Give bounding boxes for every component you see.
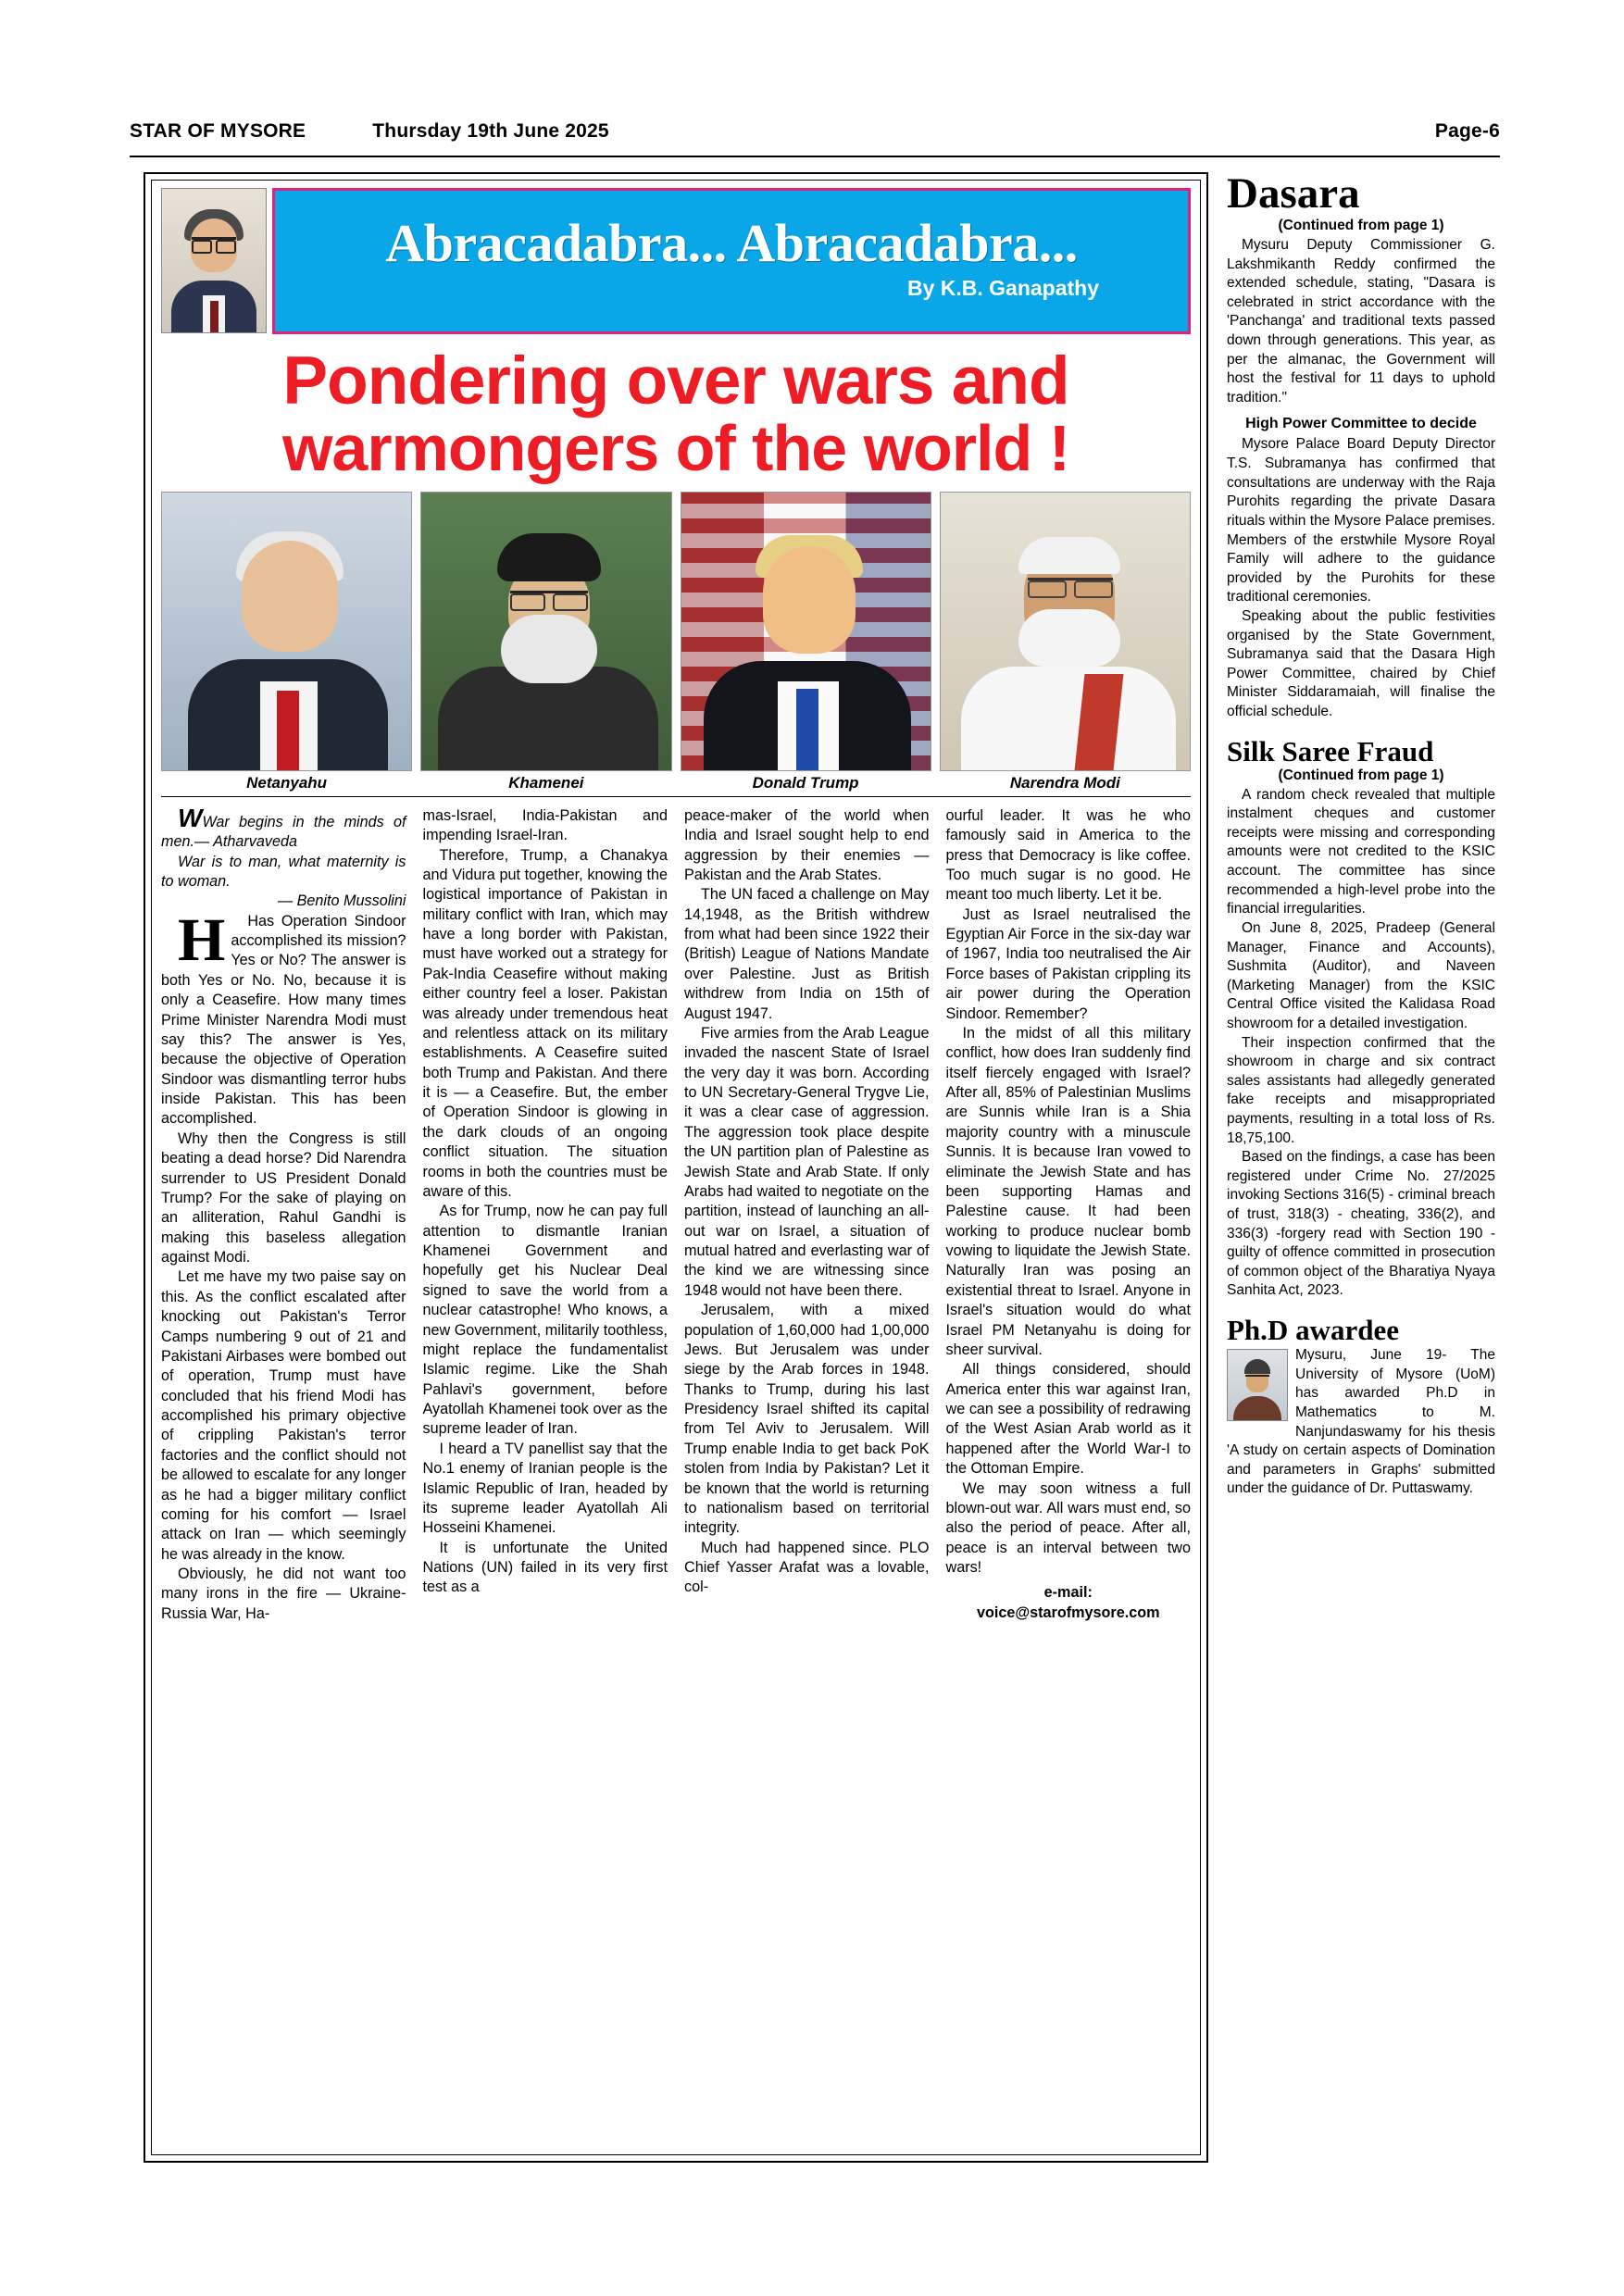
paragraph: Let me have my two paise say on this. As the conflict escalated after knocking out Pakistan's Terror Camps numbering 9 out of 21 and Pakistani Airbases were bombed out of operation, Trump must have concluded that his friend Modi has accomplished his primary objective of crippling Pakistan's terror factories and the conflict should not be allowed to escalate for any longer as he had a bigger military conflict coming for his comfort — Israel attack on Iran — which seemingly he was already in the know. bbox=[161, 1268, 406, 1563]
dasara-subhead: High Power Committee to decide bbox=[1245, 416, 1477, 432]
issue-date: Thursday 19th June 2025 bbox=[372, 120, 609, 142]
caption-donald-trump: Donald Trump bbox=[752, 773, 859, 792]
paragraph-text: Has Operation Sindoor accomplished its mission? Yes or No? The answer is both Yes or No. No, because it is only a Ceasefire. How many times Prime Minister Narendra Modi must say this? The answer is Yes, because the objective of Operation Sindoor was dismantling terror hubs inside Pakistan. This has been accomplished. bbox=[161, 912, 406, 1128]
silk-saree-continued: (Continued from page 1) bbox=[1278, 767, 1444, 783]
paragraph: Therefore, Trump, a Chanakya and Vidura put together, knowing the logistical importance of Pakistan in military conflict with Iran, which may have a long border with Pakistan, must have worked out a strategy for Pak-India Ceasefire without making either country feel a loser. Pakistan was already under tremendous heat and relentless attack on its military establishments. A Ceasefire suited both Trump and Pakistan. And there it is — a Ceasefire. But, the ember of Operation Sindoor is glowing in the dark clouds of an ongoing conflict situation. The situation rooms in both the countries must be aware of this. bbox=[422, 846, 668, 1200]
photo-row bbox=[161, 492, 1191, 771]
email-address[interactable]: voice@starofmysore.com bbox=[976, 1603, 1160, 1621]
silk-saree-paragraph: On June 8, 2025, Pradeep (General Manager, Finance and Accounts), Sushmita (Auditor), and Naveen (Marketing Manager) from the KSIC Central Office visited the Kalidasa Road showroom for a detailed investigation. bbox=[1227, 919, 1495, 1031]
paragraph: In the midst of all this military conflict, how does Iran suddenly find itself fiercely engaged with Israel? After all, 85% of Palestinian Muslims are Sunnis while Iran is a Shia majority country with a minuscule Sunnis. It is because Iran vowed to eliminate the Jewish State and has been supporting Hamas and Palestine cause. It had been working to produce nuclear bomb vowing to liquidate the Jewish State. Naturally Iran was posing an existential threat to Israel. Anyone in Israel's situation would do what Israel PM Netanyahu is doing for sheer survival. bbox=[945, 1024, 1191, 1358]
dasara-title: Dasara bbox=[1227, 169, 1360, 218]
photo-donald-trump bbox=[681, 492, 931, 771]
masthead-rule bbox=[130, 156, 1500, 157]
paragraph: I heard a TV panellist say that the No.1 enemy of Iranian people is the Islamic Republic of Iran, headed by its supreme leader Ayatollah Ali Hosseini Khamenei. bbox=[422, 1440, 668, 1537]
silk-saree-paragraph: Their inspection confirmed that the showroom in charge and six contract sales assistants had allegedly generated fake receipts and misappropriated payments, resulting in a total loss of Rs. 18,75,100. bbox=[1227, 1034, 1495, 1146]
photo-narendra-modi bbox=[940, 492, 1191, 771]
dasara-paragraph: Mysore Palace Board Deputy Director T.S. Subramanya has confirmed that consultations are underway with the Raja Purohits regarding the private Dasara rituals within the Mysore Palace premises. Members of the erstwhile Mysore Royal Family will adhere to the guidance provided by the Purohits for these traditional ceremonies. bbox=[1227, 436, 1495, 605]
epigraph-line-2: War is to man, what maternity is to woman. bbox=[161, 853, 406, 890]
paragraph: Five armies from the Arab League invaded the nascent State of Israel the very day it was born. According to UN Secretary-General Trygve Lie, it was a clear case of aggression. The aggression took place despite the UN partition plan of Palestine as Jewish State and Arab State. If only Arabs had waited to negotiate on the partition, instead of launching an all-out war on Israel, a situation of mutual hatred and everlasting war of the kind we are witnessing since 1948 would not have been there. bbox=[684, 1024, 930, 1299]
photo-khamenei bbox=[420, 492, 671, 771]
sidebar-section-phd bbox=[1227, 1316, 1495, 1499]
paragraph: Why then the Congress is still beating a dead horse? Did Narendra surrender to US President Donald Trump? For the sake of playing on an alliteration, Rahul Gandhi is making this baseless allegation against Modi. bbox=[161, 1129, 406, 1267]
article-column-1 bbox=[161, 803, 406, 1624]
paragraph: Jerusalem, with a mixed population of 1,60,000 had 1,00,000 Jews. But Jerusalem was under siege by the Arab forces in 1948. Thanks to Trump, during his last Presidency Israel shifted its capital from Tel Aviv to Jerusalem. Will Trump enable India to get back PoK stolen from India by Pakistan? Let it be known that the world is returning to nationalism based on territorial integrity. bbox=[684, 1302, 930, 1537]
paragraph: All things considered, should America enter this war against Iran, we can see a possibility of redrawing of the West Asian Arab world as it happened after the World War-I to the Ottoman Empire. bbox=[945, 1361, 1191, 1478]
dasara-paragraph: Mysuru Deputy Commissioner G. Lakshmikanth Reddy confirmed the extended schedule, stating, "Dasara is celebrated in strict accordance with the 'Panchanga' and traditional texts passed down through generations. This year, as per the almanac, the Government will host the festival for 11 days to uphold tradition." bbox=[1227, 237, 1495, 406]
author-photo bbox=[161, 188, 267, 333]
sidebar bbox=[1227, 169, 1495, 1499]
column-title-box bbox=[272, 188, 1191, 334]
paragraph: As for Trump, now he can pay full attention to dismantle Iranian Khamenei Government and hopefully get his Nuclear Deal signed to save the world from a nuclear catastrophe! Who knows, a new Government, militarily toothless, might replace the fundamentalist Islamic regime. Like the Shah Pahlavi's government, before Ayatollah Khamenei took over as the supreme leader of Iran. bbox=[422, 1203, 668, 1438]
silk-saree-paragraph: A random check revealed that multiple instalment cheques and customer receipts were missing and corresponding amounts were not credited to the KSIC account. The committee has since recommended a high-level probe into the financial irregularities. bbox=[1227, 786, 1495, 917]
email-label: e-mail: bbox=[1043, 1584, 1093, 1602]
article-column-3 bbox=[684, 806, 930, 1624]
paragraph: Obviously, he did not want too many irons in the fire — Ukraine-Russia War, Ha- bbox=[161, 1566, 406, 1622]
column-title: Abracadabra... Abracadabra... bbox=[385, 212, 1078, 273]
headline-line-1: Pondering over wars and bbox=[282, 343, 1069, 418]
paragraph: Much had happened since. PLO Chief Yasser Arafat was a lovable, col- bbox=[684, 1539, 930, 1596]
paragraph: ourful leader. It was he who famously said in America to the press that Democracy is like coffee. Too much sugar is no good. He meant too much liberty. Let it be. bbox=[945, 806, 1191, 904]
masthead bbox=[130, 120, 1500, 143]
paragraph: It is unfortunate the United Nations (UN) failed in its very first test as a bbox=[422, 1539, 668, 1596]
column-byline: By K.B. Ganapathy bbox=[906, 276, 1099, 301]
epigraph-line-1: WWar begins in the minds of men.— Atharvaveda bbox=[161, 803, 406, 851]
silk-saree-paragraph: Based on the findings, a case has been registered under Crime No. 27/2025 invoking Sections 316(5) - criminal breach of trust, 318(3) - cheating, 336(2), and 336(3) -forgery read with Section 190 - guilty of offence committed in prosecution of common object of the Bharatiya Nyaya Sanhita Act, 2023. bbox=[1227, 1149, 1495, 1299]
phd-awardee-photo bbox=[1227, 1349, 1288, 1421]
article-column-2 bbox=[423, 806, 668, 1624]
page-number: Page-6 bbox=[1434, 120, 1500, 142]
paragraph: The UN faced a challenge on May 14,1948, as the British withdrew from what had been since 1922 their (British) League of Nations Mandate over Palestine. Just as British withdrew from India on 15th of August 1947. bbox=[684, 886, 930, 1022]
drop-cap: H bbox=[178, 905, 226, 974]
silk-saree-title: Silk Saree Fraud bbox=[1227, 734, 1434, 767]
paragraph: We may soon witness a full blown-out war. All wars must end, so also the period of peace. After all, peace is an interval between two wars! bbox=[945, 1479, 1191, 1577]
page-title bbox=[161, 343, 1191, 485]
photo-captions bbox=[161, 774, 1191, 797]
phd-title: Ph.D awardee bbox=[1227, 1314, 1399, 1347]
article-column-4 bbox=[946, 806, 1192, 1624]
headline-line-2: warmongers of the world ! bbox=[281, 412, 1070, 485]
paragraph: peace-maker of the world when India and Israel sought help to end aggression by their enemies — Pakistan and the Arab States. bbox=[684, 806, 930, 883]
epigraph-text-1: War begins in the minds of men.— Atharvaveda bbox=[161, 813, 406, 851]
paragraph bbox=[161, 905, 406, 1129]
epigraph-attribution: — Benito Mussolini bbox=[277, 892, 406, 910]
dasara-continued: (Continued from page 1) bbox=[1278, 218, 1444, 233]
article-body bbox=[161, 803, 1191, 1624]
paragraph: mas-Israel, India-Pakistan and impending Israel-Iran. bbox=[422, 806, 668, 844]
caption-khamenei: Khamenei bbox=[508, 773, 584, 792]
photo-netanyahu bbox=[161, 492, 412, 771]
dasara-paragraph: Speaking about the public festivities organised by the State Government, Subramanya said that the Dasara High Power Committee, chaired by Chief Minister Siddaramaiah, will finalise the official schedule. bbox=[1227, 607, 1495, 720]
phd-paragraph: Mysuru, June 19- The University of Mysore (UoM) has awarded Ph.D in Mathematics to M. Nanjundaswamy for his thesis 'A study on certain aspects of Domination and parameters in Graphs' submitted under the guidance of Dr. Puttaswamy. bbox=[1227, 1347, 1495, 1497]
column-header bbox=[161, 188, 1191, 334]
caption-netanyahu: Netanyahu bbox=[246, 773, 328, 792]
caption-narendra-modi: Narendra Modi bbox=[1009, 773, 1120, 792]
main-article-frame bbox=[144, 172, 1208, 2163]
sidebar-section-dasara bbox=[1227, 169, 1495, 722]
paper-name: STAR OF MYSORE bbox=[130, 120, 306, 142]
sidebar-section-silk-saree bbox=[1227, 734, 1495, 1301]
paragraph: Just as Israel neutralised the Egyptian Air Force in the six-day war of 1967, India too neutralised the Air Force bases of Pakistan crippling its air power during the Operation Sindoor. Remember? bbox=[945, 905, 1191, 1022]
